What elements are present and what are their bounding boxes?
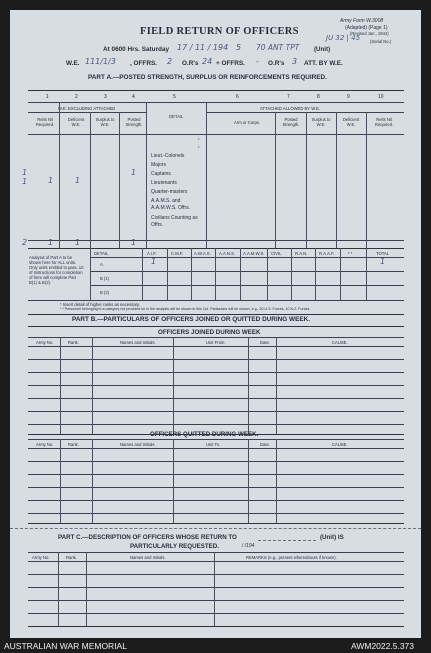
joined-hdr-date: Date. [260, 340, 271, 345]
footnote-2: * * Personnel belonging to a category not provided for in the analysis will be shown in this Col. Particulars will be shown, e.g., 30 U.S. Forces, 10 N.Z. Forces. [60, 307, 311, 311]
offrs-label-2: + OFFRS. [216, 60, 245, 67]
rule [28, 398, 404, 399]
analysis-detail: DETAIL [94, 251, 109, 256]
quitted-hdr-unit-to: Unit To. [206, 442, 221, 447]
col-num-3: 3 [104, 94, 107, 100]
rule [28, 424, 404, 425]
hw-col2-total: 1 [48, 238, 54, 247]
rank-civilians: Civilians Counting as Offrs. [151, 215, 198, 228]
hw-col3-a: 1 [75, 176, 81, 185]
analysis-cmf: C.M.F. [171, 251, 184, 256]
rule [60, 439, 61, 523]
analysis-raaf: R.A.A.F. [319, 251, 335, 256]
rule [90, 271, 404, 272]
part-c-unit-is: (Unit) IS [320, 534, 344, 541]
c-hdr-remarks: REMARKS (e.g., present whereabouts if known). [246, 555, 337, 560]
rule [28, 337, 404, 338]
rule [275, 112, 276, 248]
analysis-aans: A.A.N.S. [219, 251, 236, 256]
hdr-reits-required-2: Reits Nil Required. [374, 117, 394, 127]
quitted-hdr-army-no: Army No. [36, 442, 54, 447]
rule [90, 248, 91, 300]
hw-col1-a: 1 [22, 168, 28, 177]
rule [248, 337, 249, 434]
rule [28, 613, 404, 614]
rank-lt-col: Lieut.-Colonels [151, 153, 185, 159]
rule [28, 500, 404, 501]
hdr-deficient: Deficient W.E. [67, 117, 85, 127]
part-b-title: PART B.—PARTICULARS OF OFFICERS JOINED OR QUITTED DURING WEEK. [72, 316, 310, 323]
rule [28, 359, 404, 360]
col-num-4: 4 [132, 94, 135, 100]
analysis-row-b1: B (1) [100, 276, 110, 281]
hdr-posted: Posted Strength. [125, 117, 143, 127]
att-label: ATT. BY W.E. [304, 60, 343, 67]
hw-col4-a: 1 [131, 168, 137, 177]
col-num-8: 8 [317, 94, 320, 100]
rule [119, 112, 120, 248]
hdr-deficient-2: Deficient W.E. [342, 117, 360, 127]
rule [340, 248, 341, 300]
joined-hdr-army-no: Army No. [36, 340, 54, 345]
hdr-surplus-2: Surplus to W.E. [311, 117, 331, 127]
hw-col1-b: 1 [22, 177, 28, 186]
rule [248, 439, 249, 523]
rule [28, 385, 404, 386]
rule [86, 552, 87, 626]
unit-label: (Unit) [314, 46, 331, 53]
we-excluding-attached: W.E. EXCLUDING ATTACHED [58, 106, 116, 111]
joined-title: OFFICERS JOINED DURING WEEK [158, 329, 261, 336]
rule [28, 600, 404, 601]
rank-captains: Captains [151, 171, 171, 177]
rule [142, 248, 143, 300]
rule [28, 448, 404, 449]
quitted-hdr-date: Date. [260, 442, 271, 447]
unit-handwriting: 70 ANT TPT [256, 43, 300, 52]
rule [28, 102, 404, 103]
c-hdr-army-no: Army No. [32, 555, 50, 560]
analysis-total: TOTAL [376, 251, 390, 256]
rule [28, 513, 404, 514]
rank-lieutenants: Lieutenants [151, 180, 177, 186]
rule [173, 337, 174, 434]
rule [167, 248, 168, 300]
analysis-aamws: A.A.M.W.S. [243, 251, 265, 256]
col-num-2: 2 [75, 94, 78, 100]
rule [92, 337, 93, 434]
rule [28, 552, 404, 553]
rule [28, 314, 404, 315]
analysis-civil: CIVIL [271, 251, 282, 256]
rule [173, 439, 174, 523]
col-num-9: 9 [347, 94, 350, 100]
form-sheet [10, 10, 421, 638]
rule [336, 112, 337, 248]
rule [276, 337, 277, 434]
offrs-handwriting-2: - [256, 57, 259, 66]
rank-majors: Majors [151, 162, 167, 168]
rule [366, 112, 367, 248]
rule [60, 337, 61, 434]
rank-star-2: * [198, 145, 200, 150]
rank-quartermasters: Quarter-masters [151, 189, 188, 195]
ors-handwriting-2: 3 [292, 57, 298, 66]
quitted-hdr-rank: Rank. [68, 442, 79, 447]
rule [267, 248, 268, 300]
analysis-ran: R.A.N. [295, 251, 308, 256]
rule [28, 90, 404, 91]
analysis-row-b2: B (2) [100, 290, 110, 295]
hdr-posted-2: Posted Strength. [282, 117, 300, 127]
col-num-10: 10 [378, 94, 384, 100]
rule [215, 248, 216, 300]
rule [28, 134, 404, 135]
analysis-other: * * [348, 251, 353, 256]
quitted-hdr-cause: CAUSE. [332, 442, 348, 447]
rule [28, 523, 404, 524]
rule [28, 411, 404, 412]
rule [92, 439, 93, 523]
rule [58, 552, 59, 626]
rule [28, 112, 146, 113]
rule [28, 461, 404, 462]
rule [366, 248, 367, 300]
rule [28, 439, 404, 440]
serial-label: (Serial No.) [370, 39, 392, 44]
we-handwriting: 111/1/3 [85, 57, 116, 66]
ors-handwriting-1: 24 [202, 57, 213, 66]
ors-label-2: O.R's [268, 60, 285, 67]
quitted-title: OFFICERS QUITTED DURING WEEK. [150, 431, 259, 438]
rule [291, 248, 292, 300]
rule [28, 474, 404, 475]
rule [206, 102, 207, 248]
rule [28, 487, 404, 488]
at-line: At 0600 Hrs. Saturday [103, 46, 170, 53]
year-handwriting: 5 [236, 43, 242, 52]
joined-hdr-names: Names and Initials. [120, 340, 156, 345]
rule [28, 372, 404, 373]
hw-col3-total: 1 [75, 238, 81, 247]
col-num-7: 7 [287, 94, 290, 100]
date-handwriting: 17 / 11 / 194 [177, 43, 229, 52]
col-num-1: 1 [46, 94, 49, 100]
analysis-hw-aif: 1 [151, 257, 157, 266]
rule [28, 326, 404, 327]
hdr-surplus: Surplus to W.E. [95, 117, 115, 127]
offrs-handwriting-1: 2 [167, 57, 173, 66]
hw-col2-a: 1 [48, 176, 54, 185]
hw-col4-total: 1 [131, 238, 137, 247]
rule [90, 257, 404, 258]
offrs-label-1: , OFFRS. [130, 60, 157, 67]
rule [146, 102, 147, 248]
hw-col1-total: 2 [22, 238, 28, 247]
rule [214, 552, 215, 626]
analysis-awas: A.W.A.S. [194, 251, 211, 256]
joined-hdr-unit-from: Unit From. [206, 340, 226, 345]
quitted-hdr-names: Names and Initials. [120, 442, 156, 447]
rule [28, 248, 404, 249]
rule [28, 561, 404, 562]
analysis-note: Analysis of Part A to be shown here for ALL units. Only units entitled to para. 10 of Instructions for completion of form will complete Part B(1) & B(2). [29, 255, 84, 285]
ors-label-1: O.R's [182, 60, 199, 67]
footer-accession: AWM2022.5.373 [351, 641, 414, 651]
form-title: FIELD RETURN OF OFFICERS [140, 26, 299, 37]
analysis-aif: A.I.F. [147, 251, 157, 256]
form-adapted: (Adapted) (Page 1) [345, 25, 388, 31]
serial-handwriting: JU 32 | 45 [326, 34, 361, 42]
col-num-6: 6 [236, 94, 239, 100]
form-number: Army Form W.3008 [340, 18, 384, 24]
rank-star-1: * [198, 137, 200, 142]
rank-aams: A.A.M.S. and A.A.M.W.S. Offrs. [151, 198, 191, 211]
rule [206, 112, 404, 113]
rule [240, 248, 241, 300]
we-label: W.E. [66, 60, 80, 67]
rule [90, 112, 91, 248]
rule [59, 102, 60, 248]
hdr-reits-required: Reits Nil Required. [35, 117, 55, 127]
col-num-5: 5 [173, 94, 176, 100]
rule [306, 112, 307, 248]
rule [28, 574, 404, 575]
detail-header: DETAIL [169, 114, 184, 119]
hdr-arm-corps: Arm or Corps. [234, 120, 261, 125]
rule [28, 587, 404, 588]
rule [276, 439, 277, 523]
part-a-title: PART A.—POSTED STRENGTH, SURPLUS OR REINFORCEMENTS REQUIRED. [88, 74, 327, 81]
part-c-date-blank: / /194 [242, 543, 255, 549]
attached-allowed: ATTACHED ALLOWED BY W.E. [260, 106, 321, 111]
form-revised: (Revised Jan., 1944) [350, 31, 389, 36]
part-c-particularly: PARTICULARLY REQUESTED. [130, 543, 219, 550]
footer-source: AUSTRALIAN WAR MEMORIAL [4, 641, 127, 651]
rule [28, 626, 404, 627]
part-c-title: PART C.—DESCRIPTION OF OFFICERS WHOSE RETURN TO [58, 534, 237, 541]
rule [28, 240, 404, 241]
rule [191, 248, 192, 300]
c-hdr-names: Names and Initials. [130, 555, 166, 560]
c-hdr-rank: Rank. [66, 555, 77, 560]
footnote-1: * Insert detail of higher ranks as necessary. [60, 302, 140, 307]
analysis-hw-total: 1 [380, 257, 386, 266]
joined-hdr-cause: CAUSE. [332, 340, 348, 345]
rule [315, 248, 316, 300]
rule [10, 528, 421, 529]
rule [28, 300, 404, 301]
rule [28, 346, 404, 347]
rule [90, 285, 404, 286]
joined-hdr-rank: Rank. [68, 340, 79, 345]
rule [258, 540, 316, 541]
analysis-row-a: A. [100, 262, 104, 267]
